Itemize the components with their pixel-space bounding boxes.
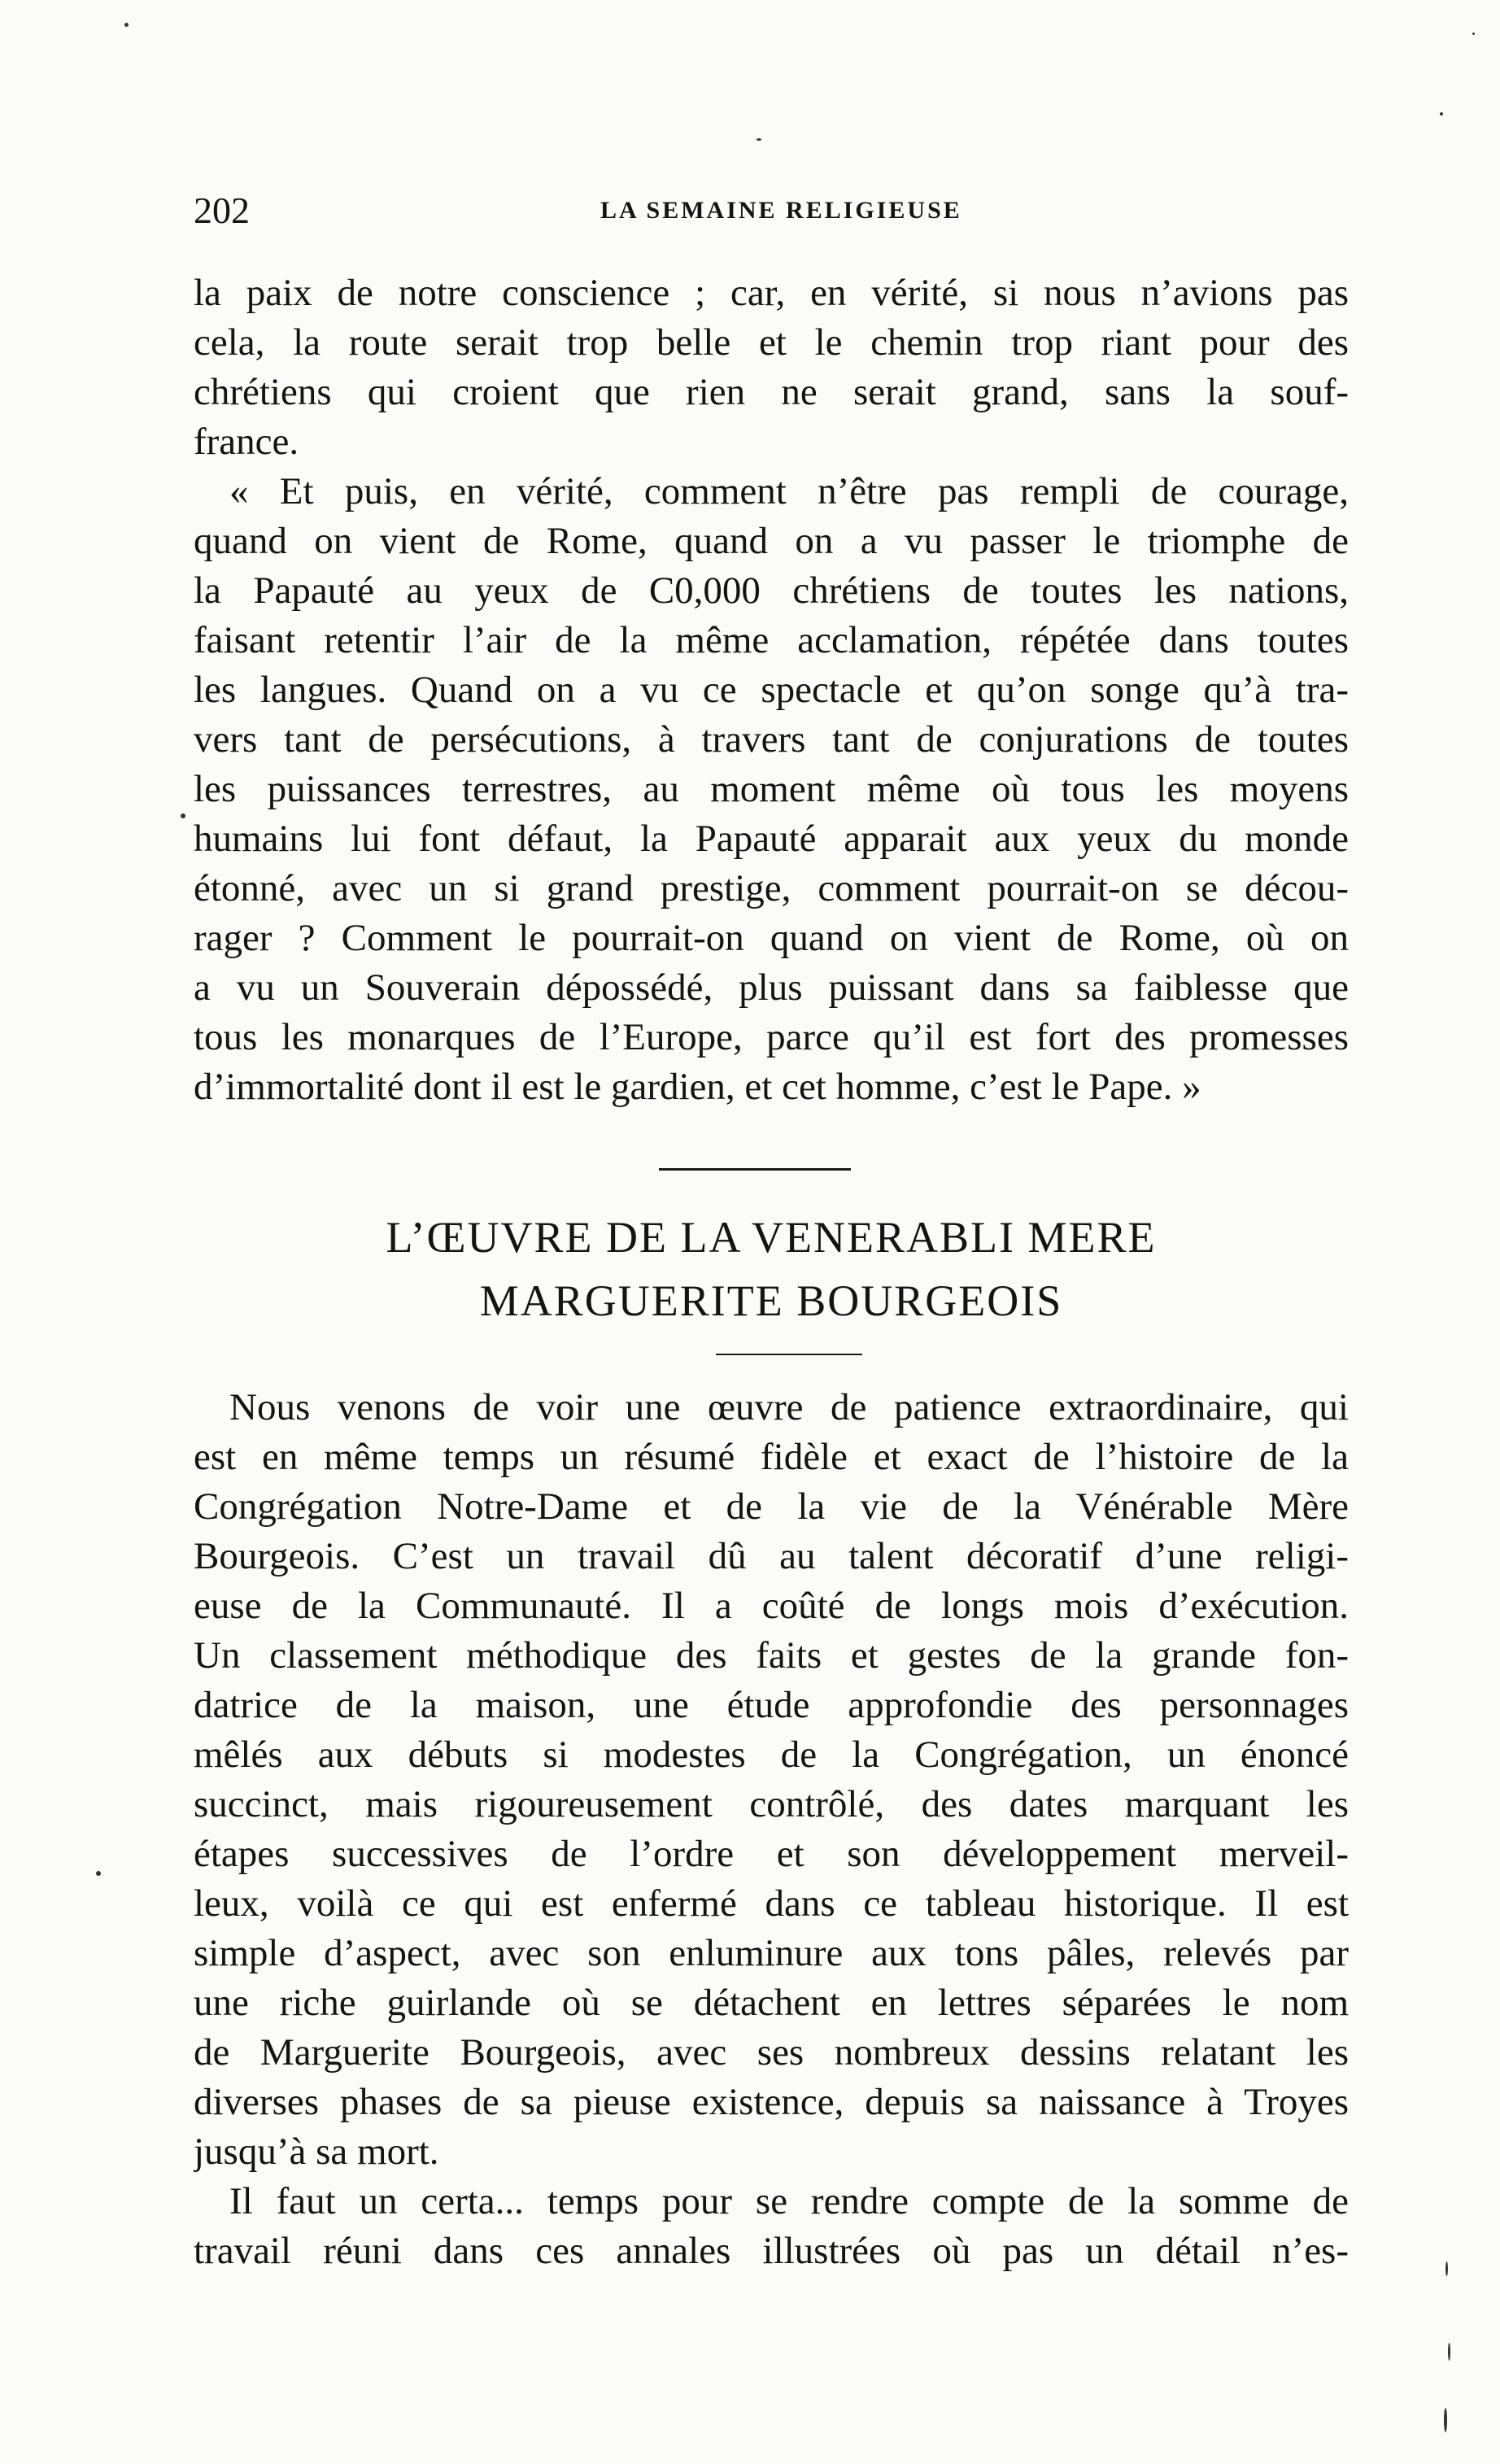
scan-speck [757, 138, 761, 141]
text-line: a vu un Souverain dépossédé, plus puissant dans sa faiblesse que [194, 966, 1349, 1009]
text-line: jusqu’à sa mort. [194, 2130, 439, 2173]
text-line: tous les monarques de l’Europe, parce qu’il est fort des promesses [194, 1016, 1349, 1058]
paragraph-rome [194, 467, 1349, 1112]
text-line: travail réuni dans ces annales illustrées où pas un détail n’es- [194, 2230, 1349, 2272]
text-line: est en même temps un résumé fidèle et exact de l’histoire de la [194, 1436, 1349, 1478]
text-line: Bourgeois. C’est un travail dû au talent décoratif d’une religi- [194, 1535, 1349, 1577]
text-line: diverses phases de sa pieuse existence, depuis sa naissance à Troyes [194, 2081, 1349, 2123]
paragraph-conscience [194, 268, 1349, 467]
scan-speck [96, 1871, 101, 1876]
section-title-line-2: MARGUERITE BOURGEOIS [479, 1276, 1063, 1325]
text-line: les langues. Quand on a vu ce spectacle et qu’on songe qu’à tra- [194, 669, 1349, 711]
scan-speck [1472, 33, 1475, 35]
running-head: LA SEMAINE RELIGIEUSE [600, 197, 962, 224]
page-header [194, 189, 1349, 238]
section-title-line-1: L’ŒUVRE DE LA VENERABLI MERE [386, 1213, 1157, 1262]
text-line: quand on vient de Rome, quand on a vu passer le triomphe de [194, 520, 1349, 562]
text-line: Nous venons de voir une œuvre de patience extraordinaire, qui [229, 1386, 1349, 1428]
text-line: datrice de la maison, une étude approfondie des personnages [194, 1684, 1349, 1726]
paragraph-oeuvre [194, 1383, 1349, 2177]
article-text-block [194, 1383, 1349, 2276]
scan-speck [1448, 2343, 1450, 2361]
scan-speck [1440, 112, 1443, 116]
text-line: mêlés aux débuts si modestes de la Congrégation, un énoncé [194, 1734, 1349, 1776]
text-line: humains lui font défaut, la Papauté apparait aux yeux du monde [194, 818, 1349, 860]
text-line: faisant retentir l’air de la même acclamation, répétée dans toutes [194, 619, 1349, 661]
text-line: Il faut un certa... temps pour se rendre compte de la somme de [229, 2180, 1349, 2222]
text-line: une riche guirlande où se détachent en lettres séparées le nom [194, 1982, 1349, 2024]
text-line: d’immortalité dont il est le gardien, et cet homme, c’est le Pape. » [194, 1066, 1201, 1108]
text-line: rager ? Comment le pourrait-on quand on vient de Rome, où on [194, 917, 1349, 959]
page-number: 202 [194, 190, 250, 231]
text-line: de Marguerite Bourgeois, avec ses nombreux dessins relatant les [194, 2031, 1349, 2074]
text-line: succinct, mais rigoureusement contrôlé, des dates marquant les [194, 1783, 1349, 1825]
scan-speck [124, 23, 129, 27]
text-line: chrétiens qui croient que rien ne serait grand, sans la souf- [194, 371, 1349, 413]
text-line: euse de la Communauté. Il a coûté de longs mois d’exécution. [194, 1585, 1349, 1627]
text-line: vers tant de persécutions, à travers tant de conjurations de toutes [194, 718, 1349, 761]
text-line: étonné, avec un si grand prestige, comment pourrait-on se décou- [194, 867, 1349, 909]
opening-text-block [194, 268, 1349, 1112]
scan-speck [1444, 2408, 1447, 2432]
text-line: la paix de notre conscience ; car, en vérité, si nous n’avions pas [194, 272, 1349, 314]
text-line: Congrégation Notre-Dame et de la vie de la Vénérable Mère [194, 1485, 1349, 1528]
text-line: Un classement méthodique des faits et gestes de la grande fon- [194, 1634, 1349, 1677]
scan-speck [1445, 2261, 1448, 2276]
text-line: les puissances terrestres, au moment même où tous les moyens [194, 768, 1349, 810]
text-line: « Et puis, en vérité, comment n’être pas rempli de courage, [229, 470, 1349, 512]
text-line: étapes successives de l’ordre et son développement merveil- [194, 1833, 1349, 1875]
scan-speck [181, 813, 185, 818]
title-underline [716, 1354, 862, 1355]
section-divider [659, 1168, 851, 1171]
paragraph-certain-temps [194, 2177, 1349, 2276]
text-line: cela, la route serait trop belle et le chemin trop riant pour des [194, 321, 1349, 364]
text-line: simple d’aspect, avec son enluminure aux tons pâles, relevés par [194, 1932, 1349, 1974]
text-line: la Papauté au yeux de C0,000 chrétiens de toutes les nations, [194, 569, 1349, 612]
text-line: france. [194, 421, 299, 463]
text-line: leux, voilà ce qui est enfermé dans ce tableau historique. Il est [194, 1882, 1349, 1925]
